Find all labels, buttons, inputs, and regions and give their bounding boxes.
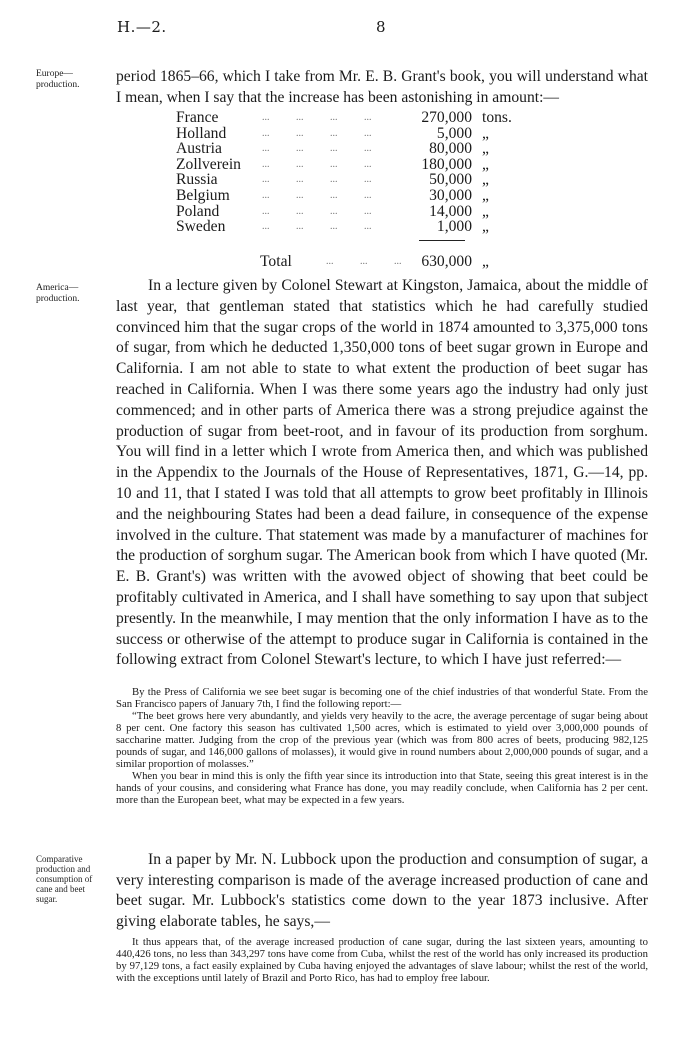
total-unit: „ <box>482 253 489 270</box>
margin-note-europe: Europe—production. <box>36 69 80 90</box>
america-paragraph: In a lecture given by Colonel Stewart at Kingston, Jamaica, about the middle of last year, that gentleman stated that statistics which he had carefully studied convinced him that the sugar crops of the world in 1874 amounted to 3,375,000 tons of sugar, from which he deducted 1,350,000 tons of beet sugar grown in Europe and California. I am not able to state to what extent the production of beet sugar has reached in California. When I was there some years ago the industry had only just commenced; and in other parts of America there was a strong prejudice against the production of sugar from beet-root, and in favour of its production from sorghum. You will find in a letter which I wrote from America then, and which was published in the Appendix to the Journals of the House of Representatives, 1871, G.—14, pp. 10 and 11, that I stated I was told that all attempts to grow beet profitably in Illinois and the neighbouring States had been a dead failure, in consequence of the expense involved in the culture. That statement was made by a manufacturer of machines for the production of sorghum sugar. The American book from which I have quoted (Mr. E. B. Grant's) was written with the avowed object of showing that beet could be profitably cultivated in America, and I shall have something to say upon that subject presently. In the meanwhile, I may mention that the only information I have as to the success or otherwise of the attempt to produce sugar in California is contained in the following extract from Colonel Stewart's lecture, to which I have just referred:— <box>116 277 648 669</box>
intro-paragraph: period 1865–66, which I take from Mr. E. B. Grant's book, you will understand what I mean, when I say that the increase has been astonishing in amount:— <box>116 68 648 106</box>
table-row: Poland ... ... ... ... 14,000 „ <box>176 202 489 220</box>
quote-paragraph: When you bear in mind this is only the fifth year since its introduction into that State, seeing this great interest is in the hands of your cousins, and considering what France has done, you may readily conclude, when California has 2 per cent. more than the European beet, what may be expected in a few years. <box>116 770 648 806</box>
table-total-row <box>176 254 596 270</box>
margin-note-america: America—production. <box>36 283 80 304</box>
table-row: Zollverein ... ... ... ... 180,000 „ <box>176 155 489 173</box>
production-table <box>176 109 596 270</box>
document-reference: H.—2. <box>117 18 167 36</box>
sum-rule <box>419 240 465 241</box>
table-row: France ... ... ... ... 270,000 tons. <box>176 109 512 126</box>
table-row: Belgium ... ... ... ... 30,000 „ <box>176 186 489 204</box>
page-number: 8 <box>376 18 386 36</box>
table-row: Holland ... ... ... ... 5,000 „ <box>176 124 489 142</box>
total-label: Total <box>260 253 292 270</box>
lubbock-extract <box>116 936 648 984</box>
quote-paragraph: By the Press of California we see beet sugar is becoming one of the chief industries of that wonderful State. From the San Francisco papers of January 7th, I find the following report:— <box>116 686 648 710</box>
table-row: Austria ... ... ... ... 80,000 „ <box>176 140 489 158</box>
table-row: Russia ... ... ... ... 50,000 „ <box>176 171 489 189</box>
total-value: 630,000 <box>421 253 472 270</box>
lubbock-paragraph: In a paper by Mr. N. Lubbock upon the production and consumption of sugar, a very interesting comparison is made of the average increased production of cane and beet sugar. Mr. Lubbock's statistics come down to the year 1873 inclusive. After giving elaborate tables, he says,— <box>116 851 648 930</box>
stewart-extract <box>116 686 648 806</box>
margin-note-comparative: Comparative production and consumption of cane and beet sugar. <box>36 854 93 904</box>
quote-paragraph: It thus appears that, of the average increased production of cane sugar, during the last sixteen years, amounting to 440,426 tons, no less than 343,297 tons have come from Cuba, whilst the rest of the world has only increased its production by 97,129 tons, a fact easily explained by Cuba having enjoyed the advantages of slave labour; whilst the rest of the world, with the exceptions until lately of Brazil and Porto Rico, has had to employ free labour. <box>116 936 648 984</box>
quote-paragraph: “The beet grows here very abundantly, and yields very heavily to the acre, the average percentage of sugar being about 8 per cent. One factory this season has cultivated 1,500 acres, which is estimated to yield over 3,000,000 pounds of saccharine matter. Judging from the crop of the previous year (which was from 800 acres of beets, producing 982,125 pounds of sugar, and 146,000 gallons of molasses), it would give in round numbers about 2,000,000 pounds of sugar, and a similar proportion of molasses.” <box>116 710 648 770</box>
table-row: Sweden ... ... ... ... 1,000 „ <box>176 218 489 236</box>
total-leader-dots: ... ... ... <box>326 256 402 267</box>
